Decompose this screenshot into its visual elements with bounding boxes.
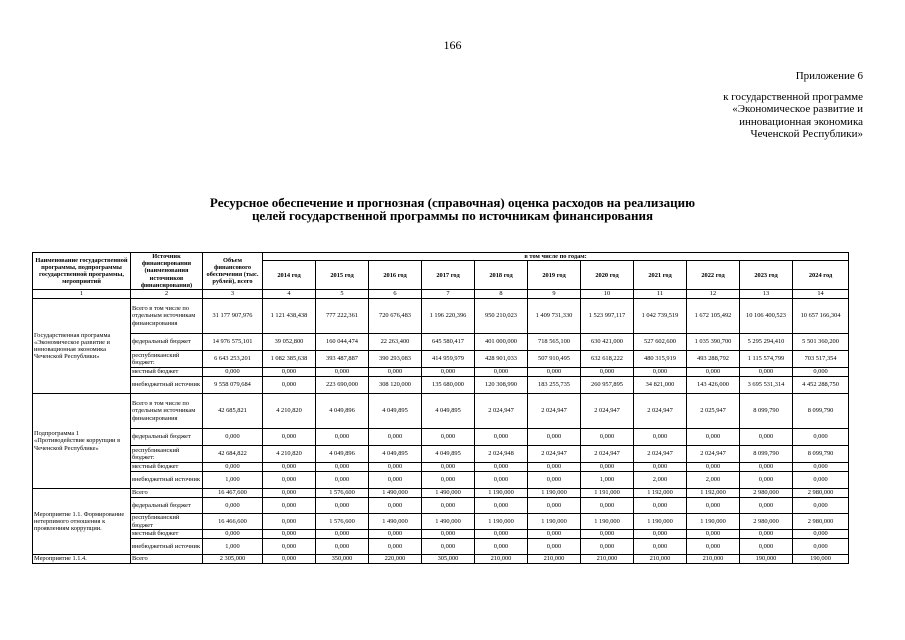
value-cell: 718 565,100 bbox=[528, 334, 581, 351]
value-cell: 0,000 bbox=[793, 539, 849, 555]
value-cell: 1 190,000 bbox=[687, 514, 740, 530]
value-cell: 305,000 bbox=[422, 555, 475, 564]
table-row bbox=[33, 446, 849, 463]
source-cell: местный бюджет bbox=[131, 368, 203, 377]
value-cell: 2 024,947 bbox=[581, 394, 634, 429]
value-cell: 0,000 bbox=[687, 539, 740, 555]
table-row bbox=[33, 429, 849, 446]
table-row bbox=[33, 530, 849, 539]
value-cell: 308 120,000 bbox=[369, 377, 422, 394]
value-cell: 1 190,000 bbox=[528, 489, 581, 498]
value-cell: 1 192,000 bbox=[687, 489, 740, 498]
source-cell: местный бюджет bbox=[131, 530, 203, 539]
header-year: 2016 год bbox=[369, 261, 422, 290]
value-cell: 4 049,895 bbox=[422, 394, 475, 429]
value-cell: 0,000 bbox=[793, 429, 849, 446]
value-cell: 2 980,000 bbox=[793, 514, 849, 530]
appendix-title: Приложение 6 bbox=[795, 70, 863, 82]
value-cell: 2 980,000 bbox=[740, 514, 793, 530]
value-cell: 0,000 bbox=[634, 539, 687, 555]
value-cell: 160 044,474 bbox=[316, 334, 369, 351]
source-cell: республиканский бюджет: bbox=[131, 446, 203, 463]
column-index: 14 bbox=[793, 290, 849, 299]
value-cell: 210,000 bbox=[581, 555, 634, 564]
table-row bbox=[33, 299, 849, 334]
table-row bbox=[33, 463, 849, 472]
header-year: 2021 год bbox=[634, 261, 687, 290]
value-cell: 1 409 731,330 bbox=[528, 299, 581, 334]
value-cell: 1 576,600 bbox=[316, 514, 369, 530]
value-cell: 0,000 bbox=[263, 530, 316, 539]
value-cell: 0,000 bbox=[793, 498, 849, 514]
value-cell: 135 680,000 bbox=[422, 377, 475, 394]
value-cell: 0,000 bbox=[528, 539, 581, 555]
value-cell: 0,000 bbox=[740, 472, 793, 489]
value-cell: 9 558 079,684 bbox=[203, 377, 263, 394]
value-cell: 6 643 253,201 bbox=[203, 351, 263, 368]
value-cell: 950 210,023 bbox=[475, 299, 528, 334]
value-cell: 401 000,000 bbox=[475, 334, 528, 351]
value-cell: 0,000 bbox=[422, 429, 475, 446]
header-year: 2019 год bbox=[528, 261, 581, 290]
table-row bbox=[33, 489, 849, 498]
value-cell: 1 042 739,519 bbox=[634, 299, 687, 334]
value-cell: 0,000 bbox=[740, 530, 793, 539]
value-cell: 0,000 bbox=[475, 429, 528, 446]
value-cell: 2 024,947 bbox=[687, 446, 740, 463]
value-cell: 0,000 bbox=[634, 368, 687, 377]
value-cell: 10 106 400,523 bbox=[740, 299, 793, 334]
value-cell: 1 115 574,799 bbox=[740, 351, 793, 368]
header-name: Наименование государственной программы, подпрограммы государственной программы, мероприятий bbox=[33, 253, 131, 290]
header-year: 2017 год bbox=[422, 261, 475, 290]
value-cell: 0,000 bbox=[203, 429, 263, 446]
column-index: 12 bbox=[687, 290, 740, 299]
value-cell: 428 901,033 bbox=[475, 351, 528, 368]
value-cell: 0,000 bbox=[687, 368, 740, 377]
source-cell: внебюджетный источник bbox=[131, 539, 203, 555]
source-cell: Всего в том числе по отдельным источникам финансирования bbox=[131, 394, 203, 429]
value-cell: 1 191,000 bbox=[581, 489, 634, 498]
column-index: 4 bbox=[263, 290, 316, 299]
appendix-line: к государственной программе bbox=[723, 90, 863, 103]
value-cell: 210,000 bbox=[634, 555, 687, 564]
value-cell: 1 192,000 bbox=[634, 489, 687, 498]
source-cell: Всего bbox=[131, 555, 203, 564]
value-cell: 0,000 bbox=[475, 463, 528, 472]
column-index: 1 bbox=[33, 290, 131, 299]
value-cell: 4 049,895 bbox=[369, 394, 422, 429]
value-cell: 0,000 bbox=[263, 514, 316, 530]
value-cell: 0,000 bbox=[687, 498, 740, 514]
value-cell: 350,000 bbox=[316, 555, 369, 564]
value-cell: 0,000 bbox=[263, 463, 316, 472]
value-cell: 8 099,790 bbox=[740, 394, 793, 429]
value-cell: 31 177 907,976 bbox=[203, 299, 263, 334]
value-cell: 1 490,000 bbox=[422, 514, 475, 530]
value-cell: 1,000 bbox=[581, 472, 634, 489]
appendix-line: инновационная экономика bbox=[739, 115, 863, 128]
value-cell: 0,000 bbox=[316, 463, 369, 472]
value-cell: 0,000 bbox=[581, 429, 634, 446]
value-cell: 0,000 bbox=[369, 530, 422, 539]
source-cell: внебюджетный источник bbox=[131, 472, 203, 489]
column-index: 9 bbox=[528, 290, 581, 299]
table-row bbox=[33, 368, 849, 377]
value-cell: 0,000 bbox=[263, 539, 316, 555]
value-cell: 0,000 bbox=[793, 368, 849, 377]
value-cell: 0,000 bbox=[263, 555, 316, 564]
value-cell: 0,000 bbox=[422, 539, 475, 555]
value-cell: 0,000 bbox=[369, 463, 422, 472]
value-cell: 0,000 bbox=[528, 472, 581, 489]
header-year: 2014 год bbox=[263, 261, 316, 290]
value-cell: 1 196 220,396 bbox=[422, 299, 475, 334]
value-cell: 0,000 bbox=[740, 463, 793, 472]
value-cell: 0,000 bbox=[203, 463, 263, 472]
value-cell: 143 426,000 bbox=[687, 377, 740, 394]
document-title bbox=[0, 196, 905, 222]
value-cell: 0,000 bbox=[793, 530, 849, 539]
value-cell: 210,000 bbox=[528, 555, 581, 564]
value-cell: 1 190,000 bbox=[528, 514, 581, 530]
value-cell: 0,000 bbox=[422, 472, 475, 489]
value-cell: 1 035 390,700 bbox=[687, 334, 740, 351]
table-row bbox=[33, 539, 849, 555]
value-cell: 2 980,000 bbox=[740, 489, 793, 498]
value-cell: 190,000 bbox=[740, 555, 793, 564]
value-cell: 0,000 bbox=[581, 463, 634, 472]
value-cell: 630 421,000 bbox=[581, 334, 634, 351]
value-cell: 0,000 bbox=[528, 429, 581, 446]
appendix-line: «Экономическое развитие и bbox=[732, 103, 863, 115]
value-cell: 0,000 bbox=[740, 539, 793, 555]
value-cell: 4 210,820 bbox=[263, 446, 316, 463]
value-cell: 0,000 bbox=[316, 472, 369, 489]
value-cell: 2 024,947 bbox=[528, 394, 581, 429]
value-cell: 0,000 bbox=[263, 429, 316, 446]
value-cell: 0,000 bbox=[581, 539, 634, 555]
value-cell: 0,000 bbox=[634, 498, 687, 514]
header-source: Источник финансирования (наименования источников финансирования) bbox=[131, 253, 203, 290]
finance-table bbox=[32, 252, 849, 564]
value-cell: 0,000 bbox=[422, 498, 475, 514]
value-cell: 0,000 bbox=[422, 530, 475, 539]
value-cell: 390 293,083 bbox=[369, 351, 422, 368]
value-cell: 8 099,790 bbox=[793, 394, 849, 429]
value-cell: 0,000 bbox=[528, 530, 581, 539]
value-cell: 1 672 105,492 bbox=[687, 299, 740, 334]
table-row bbox=[33, 394, 849, 429]
value-cell: 4 452 288,750 bbox=[793, 377, 849, 394]
value-cell: 0,000 bbox=[475, 498, 528, 514]
value-cell: 1 190,000 bbox=[581, 514, 634, 530]
column-index: 2 bbox=[131, 290, 203, 299]
value-cell: 0,000 bbox=[316, 539, 369, 555]
program-name-cell: Государственная программа «Экономическое развитие и инновационная экономика Чеченской Республики» bbox=[33, 299, 131, 394]
value-cell: 2 024,947 bbox=[634, 446, 687, 463]
value-cell: 4 049,895 bbox=[369, 446, 422, 463]
column-index: 8 bbox=[475, 290, 528, 299]
source-cell: республиканский бюджет bbox=[131, 514, 203, 530]
table-row bbox=[33, 514, 849, 530]
value-cell: 42 684,822 bbox=[203, 446, 263, 463]
value-cell: 0,000 bbox=[369, 539, 422, 555]
value-cell: 1 190,000 bbox=[475, 489, 528, 498]
value-cell: 10 657 166,304 bbox=[793, 299, 849, 334]
value-cell: 0,000 bbox=[203, 498, 263, 514]
value-cell: 0,000 bbox=[369, 498, 422, 514]
value-cell: 260 957,895 bbox=[581, 377, 634, 394]
value-cell: 2,000 bbox=[687, 472, 740, 489]
value-cell: 2 025,947 bbox=[687, 394, 740, 429]
table-row bbox=[33, 351, 849, 368]
value-cell: 393 487,887 bbox=[316, 351, 369, 368]
value-cell: 5 501 360,200 bbox=[793, 334, 849, 351]
value-cell: 0,000 bbox=[369, 368, 422, 377]
value-cell: 480 315,919 bbox=[634, 351, 687, 368]
value-cell: 0,000 bbox=[316, 429, 369, 446]
header-year: 2023 год bbox=[740, 261, 793, 290]
value-cell: 2 305,000 bbox=[203, 555, 263, 564]
value-cell: 777 222,361 bbox=[316, 299, 369, 334]
value-cell: 0,000 bbox=[369, 429, 422, 446]
value-cell: 2,000 bbox=[634, 472, 687, 489]
value-cell: 0,000 bbox=[475, 530, 528, 539]
program-name-cell: Подпрограмма 1 «Противодействие коррупции в Чеченской Республике» bbox=[33, 394, 131, 489]
value-cell: 0,000 bbox=[475, 368, 528, 377]
value-cell: 507 910,495 bbox=[528, 351, 581, 368]
value-cell: 14 976 575,101 bbox=[203, 334, 263, 351]
value-cell: 120 308,990 bbox=[475, 377, 528, 394]
source-cell: местный бюджет bbox=[131, 463, 203, 472]
column-index: 6 bbox=[369, 290, 422, 299]
value-cell: 4 049,895 bbox=[422, 446, 475, 463]
column-index: 10 bbox=[581, 290, 634, 299]
value-cell: 223 690,000 bbox=[316, 377, 369, 394]
value-cell: 2 024,947 bbox=[475, 394, 528, 429]
column-index: 11 bbox=[634, 290, 687, 299]
source-cell: внебюджетный источник bbox=[131, 377, 203, 394]
value-cell: 2 024,947 bbox=[581, 446, 634, 463]
source-cell: федеральный бюджет bbox=[131, 429, 203, 446]
value-cell: 2 980,000 bbox=[793, 489, 849, 498]
value-cell: 0,000 bbox=[422, 463, 475, 472]
value-cell: 210,000 bbox=[475, 555, 528, 564]
value-cell: 0,000 bbox=[369, 472, 422, 489]
value-cell: 1 190,000 bbox=[634, 514, 687, 530]
value-cell: 0,000 bbox=[422, 368, 475, 377]
value-cell: 1,000 bbox=[203, 472, 263, 489]
value-cell: 22 263,400 bbox=[369, 334, 422, 351]
source-cell: федеральный бюджет bbox=[131, 334, 203, 351]
value-cell: 0,000 bbox=[475, 539, 528, 555]
source-cell: Всего в том числе по отдельным источникам финансирования bbox=[131, 299, 203, 334]
column-index: 3 bbox=[203, 290, 263, 299]
value-cell: 4 210,820 bbox=[263, 394, 316, 429]
value-cell: 0,000 bbox=[263, 377, 316, 394]
value-cell: 720 676,483 bbox=[369, 299, 422, 334]
value-cell: 0,000 bbox=[316, 368, 369, 377]
value-cell: 190,000 bbox=[793, 555, 849, 564]
value-cell: 0,000 bbox=[528, 498, 581, 514]
program-name-cell: Мероприятие 1.1.4. bbox=[33, 555, 131, 564]
value-cell: 703 517,354 bbox=[793, 351, 849, 368]
header-year: 2015 год bbox=[316, 261, 369, 290]
value-cell: 0,000 bbox=[687, 429, 740, 446]
value-cell: 0,000 bbox=[316, 498, 369, 514]
header-years-caption: в том числе по годам: bbox=[263, 253, 849, 261]
value-cell: 1 082 385,638 bbox=[263, 351, 316, 368]
value-cell: 34 821,000 bbox=[634, 377, 687, 394]
value-cell: 493 288,792 bbox=[687, 351, 740, 368]
value-cell: 1 121 438,438 bbox=[263, 299, 316, 334]
value-cell: 1 490,000 bbox=[422, 489, 475, 498]
value-cell: 0,000 bbox=[634, 429, 687, 446]
header-year: 2018 год bbox=[475, 261, 528, 290]
source-cell: республиканский бюджет: bbox=[131, 351, 203, 368]
value-cell: 0,000 bbox=[528, 463, 581, 472]
source-cell: федеральный бюджет bbox=[131, 498, 203, 514]
page-number: 166 bbox=[443, 38, 462, 52]
value-cell: 0,000 bbox=[263, 489, 316, 498]
title-line: Ресурсное обеспечение и прогнозная (справочная) оценка расходов на реализацию bbox=[209, 195, 696, 210]
column-index: 7 bbox=[422, 290, 475, 299]
value-cell: 645 580,417 bbox=[422, 334, 475, 351]
value-cell: 210,000 bbox=[687, 555, 740, 564]
appendix-line: Чеченской Республики» bbox=[750, 128, 863, 140]
value-cell: 0,000 bbox=[263, 368, 316, 377]
title-line: целей государственной программы по источникам финансирования bbox=[251, 208, 654, 223]
value-cell: 16 467,600 bbox=[203, 489, 263, 498]
value-cell: 1 576,600 bbox=[316, 489, 369, 498]
value-cell: 0,000 bbox=[263, 498, 316, 514]
value-cell: 2 024,947 bbox=[528, 446, 581, 463]
column-index: 13 bbox=[740, 290, 793, 299]
value-cell: 4 049,896 bbox=[316, 394, 369, 429]
value-cell: 0,000 bbox=[263, 472, 316, 489]
value-cell: 0,000 bbox=[740, 498, 793, 514]
value-cell: 1 490,000 bbox=[369, 514, 422, 530]
value-cell: 0,000 bbox=[203, 530, 263, 539]
value-cell: 5 295 294,410 bbox=[740, 334, 793, 351]
value-cell: 0,000 bbox=[203, 368, 263, 377]
table-row bbox=[33, 498, 849, 514]
value-cell: 527 602,600 bbox=[634, 334, 687, 351]
value-cell: 1 523 997,117 bbox=[581, 299, 634, 334]
source-cell: Всего bbox=[131, 489, 203, 498]
value-cell: 1,000 bbox=[203, 539, 263, 555]
table-row bbox=[33, 472, 849, 489]
value-cell: 0,000 bbox=[740, 368, 793, 377]
value-cell: 1 490,000 bbox=[369, 489, 422, 498]
value-cell: 0,000 bbox=[687, 463, 740, 472]
value-cell: 414 959,979 bbox=[422, 351, 475, 368]
value-cell: 0,000 bbox=[740, 429, 793, 446]
value-cell: 0,000 bbox=[634, 463, 687, 472]
value-cell: 16 466,600 bbox=[203, 514, 263, 530]
value-cell: 0,000 bbox=[581, 530, 634, 539]
table-row bbox=[33, 377, 849, 394]
header-year: 2024 год bbox=[793, 261, 849, 290]
value-cell: 39 052,800 bbox=[263, 334, 316, 351]
value-cell: 2 024,948 bbox=[475, 446, 528, 463]
value-cell: 8 099,790 bbox=[793, 446, 849, 463]
value-cell: 3 695 531,314 bbox=[740, 377, 793, 394]
value-cell: 0,000 bbox=[316, 530, 369, 539]
value-cell: 0,000 bbox=[581, 498, 634, 514]
value-cell: 183 255,735 bbox=[528, 377, 581, 394]
value-cell: 8 099,790 bbox=[740, 446, 793, 463]
column-index: 5 bbox=[316, 290, 369, 299]
header-year: 2022 год bbox=[687, 261, 740, 290]
appendix-block bbox=[723, 70, 863, 141]
table-row bbox=[33, 555, 849, 564]
value-cell: 0,000 bbox=[475, 472, 528, 489]
value-cell: 1 190,000 bbox=[475, 514, 528, 530]
value-cell: 0,000 bbox=[687, 530, 740, 539]
header-year: 2020 год bbox=[581, 261, 634, 290]
value-cell: 632 618,222 bbox=[581, 351, 634, 368]
program-name-cell: Мероприятие 1.1. Формирование нетерпимого отношения к проявлениям коррупции. bbox=[33, 489, 131, 555]
value-cell: 220,000 bbox=[369, 555, 422, 564]
value-cell: 0,000 bbox=[793, 472, 849, 489]
value-cell: 0,000 bbox=[581, 368, 634, 377]
value-cell: 2 024,947 bbox=[634, 394, 687, 429]
value-cell: 0,000 bbox=[528, 368, 581, 377]
value-cell: 0,000 bbox=[793, 463, 849, 472]
header-volume: Объем финансового обеспечения (тыс. рублей), всего bbox=[203, 253, 263, 290]
table-row bbox=[33, 334, 849, 351]
value-cell: 0,000 bbox=[634, 530, 687, 539]
value-cell: 4 049,896 bbox=[316, 446, 369, 463]
value-cell: 42 685,821 bbox=[203, 394, 263, 429]
